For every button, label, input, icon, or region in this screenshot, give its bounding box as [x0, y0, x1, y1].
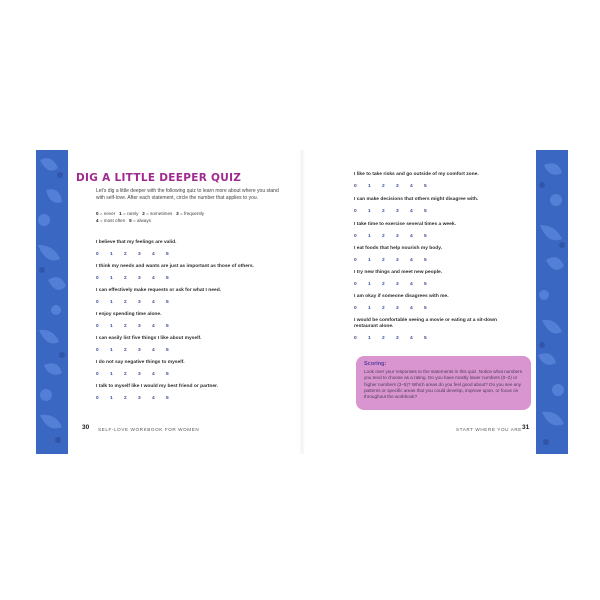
rating-option[interactable]: 3: [396, 184, 399, 189]
legend-row: 0 = never 1 = rarely 2 = sometimes 3 = frequently: [96, 211, 205, 216]
rating-option[interactable]: 0: [354, 234, 357, 239]
rating-option[interactable]: 5: [166, 300, 169, 305]
quiz-item: [354, 294, 554, 311]
book-spread: [36, 150, 568, 454]
quiz-item: [96, 384, 296, 401]
right-page: [304, 150, 536, 454]
rating-scale: [96, 396, 296, 401]
rating-option[interactable]: 0: [354, 209, 357, 214]
scoring-text: Look over your responses to the statements in this quiz. Notice what numbers you tend to choose as a rating. Do you have mostly lower numbers (0–2) or higher numbers (3–5)? Which areas do you feel good about? Do you see any patterns or specific areas that you could develop, improve upon, or focus on throughout the workbook?: [364, 369, 523, 400]
rating-option[interactable]: 5: [424, 209, 427, 214]
rating-option[interactable]: 1: [368, 234, 371, 239]
rating-option[interactable]: 3: [138, 372, 141, 377]
rating-option[interactable]: 4: [152, 324, 155, 329]
rating-scale: [354, 209, 554, 214]
rating-option[interactable]: 2: [124, 300, 127, 305]
rating-option[interactable]: 0: [354, 306, 357, 311]
rating-option[interactable]: 4: [410, 209, 413, 214]
rating-option[interactable]: 5: [424, 336, 427, 341]
rating-option[interactable]: 4: [152, 300, 155, 305]
rating-option[interactable]: 5: [424, 258, 427, 263]
quiz-statement: I try new things and meet new people.: [354, 270, 443, 275]
rating-option[interactable]: 3: [396, 336, 399, 341]
rating-option[interactable]: 1: [368, 209, 371, 214]
rating-option[interactable]: 2: [124, 276, 127, 281]
rating-option[interactable]: 3: [138, 348, 141, 353]
rating-option[interactable]: 3: [138, 300, 141, 305]
rating-option[interactable]: 5: [424, 282, 427, 287]
rating-option[interactable]: 1: [110, 324, 113, 329]
rating-option[interactable]: 2: [382, 306, 385, 311]
rating-option[interactable]: 2: [124, 348, 127, 353]
rating-option[interactable]: 4: [152, 372, 155, 377]
quiz-intro: Let's dig a little deeper with the following quiz to learn more about where you stand with self-love. After each statement, circle the number that applies to you.: [96, 188, 279, 201]
rating-option[interactable]: 5: [166, 252, 169, 257]
rating-option[interactable]: 1: [368, 306, 371, 311]
rating-option[interactable]: 5: [166, 276, 169, 281]
quiz-statement: I like to take risks and go outside of my comfort zone.: [354, 172, 479, 177]
quiz-statement: I eat foods that help nourish my body.: [354, 246, 442, 251]
rating-option[interactable]: 2: [382, 234, 385, 239]
rating-scale: [354, 282, 554, 287]
quiz-item: [354, 222, 554, 239]
rating-option[interactable]: 1: [110, 348, 113, 353]
quiz-statement: I can make decisions that others might disagree with.: [354, 197, 479, 202]
rating-scale: [96, 324, 296, 329]
quiz-statement: I do not say negative things to myself.: [96, 360, 185, 365]
decorative-band-left: [36, 150, 68, 454]
rating-scale: [354, 258, 554, 263]
rating-option[interactable]: 5: [424, 184, 427, 189]
quiz-item: [96, 336, 296, 353]
quiz-statement: I can effectively make requests or ask for what I need.: [96, 288, 222, 293]
quiz-statement: I enjoy spending time alone.: [96, 312, 162, 317]
quiz-statement: I think my needs and wants are just as important as those of others.: [96, 264, 254, 269]
rating-option[interactable]: 4: [410, 306, 413, 311]
rating-option[interactable]: 4: [410, 234, 413, 239]
rating-scale: [354, 306, 554, 311]
quiz-statement: I take time to exercise several times a week.: [354, 222, 456, 227]
rating-option[interactable]: 0: [354, 258, 357, 263]
quiz-item: [96, 264, 296, 281]
rating-option[interactable]: 5: [166, 396, 169, 401]
rating-option[interactable]: 3: [138, 324, 141, 329]
rating-option[interactable]: 0: [96, 372, 99, 377]
rating-option[interactable]: 4: [152, 348, 155, 353]
rating-option[interactable]: 0: [96, 300, 99, 305]
leaf-pattern-left: [36, 150, 68, 454]
quiz-item: [96, 312, 296, 329]
rating-scale: [96, 300, 296, 305]
rating-scale: [96, 348, 296, 353]
rating-option[interactable]: 1: [368, 282, 371, 287]
rating-option[interactable]: 0: [96, 348, 99, 353]
rating-option[interactable]: 2: [382, 282, 385, 287]
rating-option[interactable]: 3: [396, 306, 399, 311]
rating-option[interactable]: 5: [166, 348, 169, 353]
rating-option[interactable]: 5: [166, 372, 169, 377]
rating-option[interactable]: 3: [138, 276, 141, 281]
quiz-statement: I would be comfortable seeing a movie or eating at a sit-down restaurant alone.: [354, 318, 497, 329]
rating-option[interactable]: 0: [354, 184, 357, 189]
running-footer-right: START WHERE YOU ARE: [456, 427, 522, 432]
legend-row: 4 = most often 5 = always: [96, 218, 151, 223]
quiz-item: [96, 360, 296, 377]
quiz-statement: I can easily list five things I like about myself.: [96, 336, 202, 341]
rating-option[interactable]: 1: [110, 372, 113, 377]
rating-option[interactable]: 4: [152, 252, 155, 257]
rating-option[interactable]: 5: [424, 234, 427, 239]
rating-option[interactable]: 3: [138, 396, 141, 401]
rating-option[interactable]: 1: [368, 336, 371, 341]
quiz-item: [354, 172, 554, 189]
rating-option[interactable]: 4: [410, 258, 413, 263]
rating-option[interactable]: 5: [166, 324, 169, 329]
page-number-right: 31: [522, 424, 530, 431]
rating-scale: [96, 276, 296, 281]
rating-option[interactable]: 4: [152, 396, 155, 401]
rating-option[interactable]: 1: [110, 252, 113, 257]
rating-scale: [96, 252, 296, 257]
rating-option[interactable]: 3: [138, 252, 141, 257]
scoring-box: [356, 356, 531, 410]
rating-option[interactable]: 2: [382, 184, 385, 189]
quiz-statement: I am okay if someone disagrees with me.: [354, 294, 449, 299]
rating-option[interactable]: 2: [124, 252, 127, 257]
page-number-left: 30: [82, 424, 90, 431]
rating-option[interactable]: 1: [110, 396, 113, 401]
quiz-item: [354, 318, 504, 341]
quiz-title: DIG A LITTLE DEEPER QUIZ: [76, 172, 242, 184]
rating-option[interactable]: 2: [382, 336, 385, 341]
rating-option[interactable]: 3: [396, 209, 399, 214]
rating-option[interactable]: 4: [410, 282, 413, 287]
quiz-item: [354, 246, 554, 263]
rating-option[interactable]: 0: [354, 336, 357, 341]
rating-option[interactable]: 0: [96, 396, 99, 401]
quiz-item: [354, 270, 554, 287]
quiz-statement: I talk to myself like I would my best friend or partner.: [96, 384, 219, 389]
rating-option[interactable]: 2: [124, 324, 127, 329]
rating-legend: [96, 210, 286, 224]
scoring-heading: Scoring:: [364, 361, 387, 367]
rating-option[interactable]: 4: [410, 184, 413, 189]
rating-option[interactable]: 3: [396, 234, 399, 239]
rating-option[interactable]: 0: [96, 324, 99, 329]
rating-option[interactable]: 1: [368, 258, 371, 263]
rating-option[interactable]: 0: [96, 276, 99, 281]
rating-option[interactable]: 0: [354, 282, 357, 287]
rating-option[interactable]: 4: [410, 336, 413, 341]
rating-option[interactable]: 0: [96, 252, 99, 257]
rating-option[interactable]: 4: [152, 276, 155, 281]
rating-option[interactable]: 3: [396, 282, 399, 287]
rating-option[interactable]: 1: [368, 184, 371, 189]
left-page: [68, 150, 300, 454]
quiz-item: [96, 288, 296, 305]
rating-option[interactable]: 2: [382, 209, 385, 214]
quiz-statement: I believe that my feelings are valid.: [96, 240, 177, 245]
running-footer-left: SELF-LOVE WORKBOOK FOR WOMEN: [98, 427, 200, 432]
rating-option[interactable]: 1: [110, 300, 113, 305]
rating-option[interactable]: 5: [424, 306, 427, 311]
rating-option[interactable]: 1: [110, 276, 113, 281]
rating-scale: [354, 234, 554, 239]
rating-option[interactable]: 2: [124, 372, 127, 377]
rating-option[interactable]: 2: [124, 396, 127, 401]
rating-option[interactable]: 2: [382, 258, 385, 263]
quiz-item: [354, 197, 554, 214]
quiz-item: [96, 240, 296, 257]
rating-scale: [96, 372, 296, 377]
rating-option[interactable]: 3: [396, 258, 399, 263]
rating-scale: [354, 184, 554, 189]
rating-scale: [354, 336, 504, 341]
